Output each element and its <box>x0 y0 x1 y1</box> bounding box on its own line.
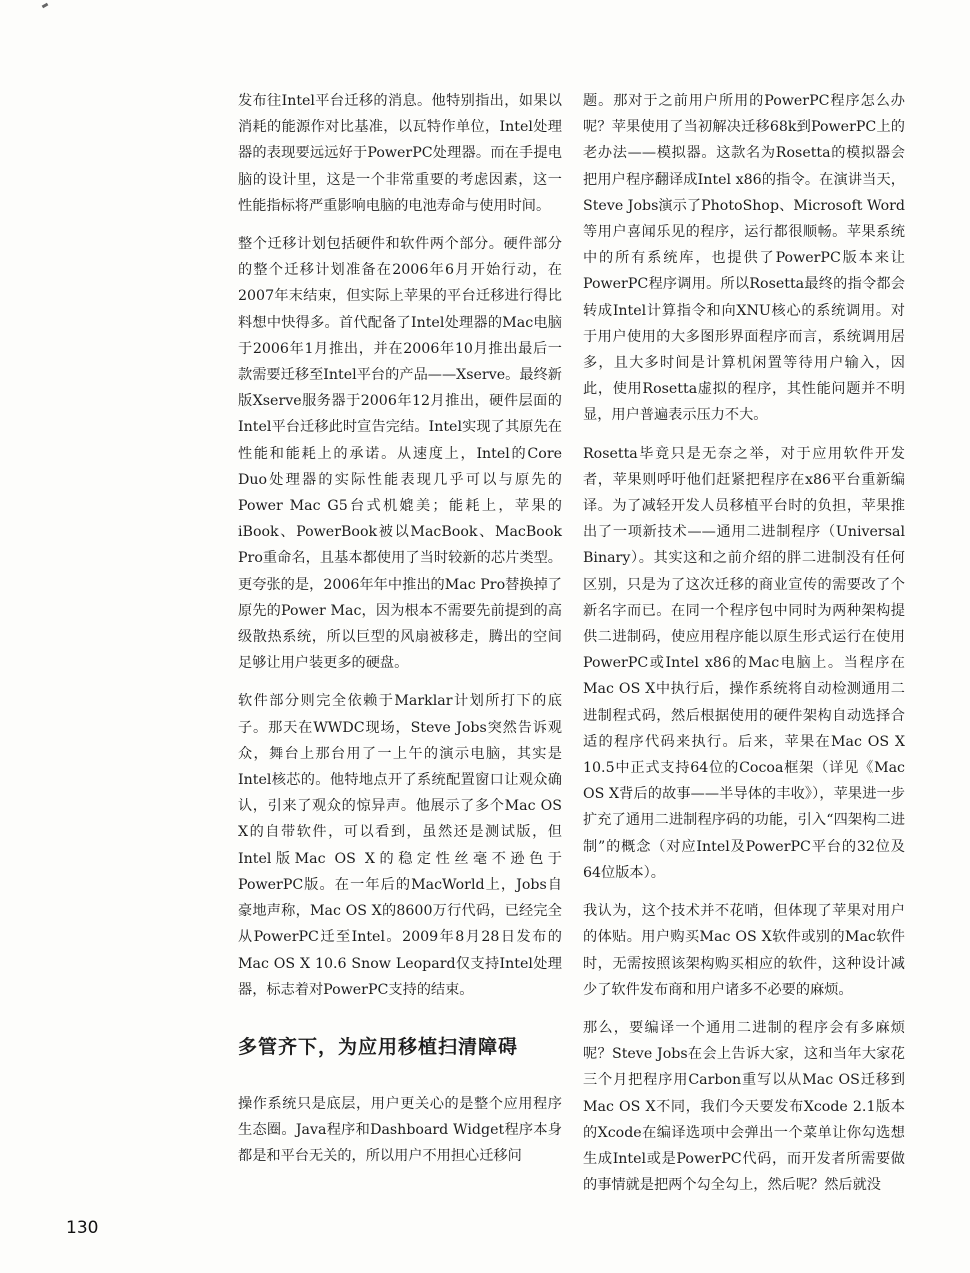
paragraph: 整个迁移计划包括硬件和软件两个部分。硬件部分的整个迁移计划准备在2006年6月开始行动，在2007年末结束，但实际上苹果的平台迁移进行得比料想中快得多。首代配备了Intel处理器的Mac电脑于2006年1月推出，并在2006年10月推出最后一款需要迁移至Intel平台的产品——Xserve。最终新版Xserve服务器于2006年12月推出，硬件层面的Intel平台迁移此时宣告完结。Intel实现了其原先在性能和能耗上的承诺。从速度上，Intel的Core Duo处理器的实际性能表现几乎可以与原先的Power Mac G5台式机媲美；能耗上，苹果的iBook、PowerBook被以MacBook、MacBook Pro重命名，且基本都使用了当时较新的芯片类型。更夸张的是，2006年年中推出的Mac Pro替换掉了原先的Power Mac，因为根本不需要先前提到的高级散热系统，所以巨型的风扇被移走，腾出的空间足够让用户装更多的硬盘。 <box>238 236 562 672</box>
paragraph: 软件部分则完全依赖于Marklar计划所打下的底子。那天在WWDC现场，Steve Jobs突然告诉观众，舞台上那台用了一上午的演示电脑，其实是Intel核芯的。他特地点开了系统配置窗口让观众确认，引来了观众的惊异声。他展示了多个Mac OS X的自带软件，可以看到，虽然还是测试版，但Intel版Mac OS X的稳定性丝毫不逊色于PowerPC版。在一年后的MacWorld上，Jobs自豪地声称，Mac OS X的8600万行代码，已经完全从PowerPC迁至Intel。2009年8月28日发布的Mac OS X 10.6 Snow Leopard仅支持Intel处理器，标志着对PowerPC支持的结束。 <box>238 693 562 998</box>
section-heading: 多管齐下，为应用移植扫清障碍 <box>238 1035 519 1058</box>
paragraph: 发布往Intel平台迁移的消息。他特别指出，如果以消耗的能源作对比基准，以瓦特作单位，Intel处理器的表现要远远好于PowerPC处理器。而在手提电脑的设计里，这是一个非常重要的考虑因素，这一性能指标将严重影响电脑的电池寿命与使用时间。 <box>238 93 562 214</box>
left-column <box>238 88 562 1182</box>
right-column <box>583 88 905 1210</box>
page-number: 130 <box>66 1218 99 1238</box>
paragraph: 我认为，这个技术并不花哨，但体现了苹果对用户的体贴。用户购买Mac OS X软件或别的Mac软件时，无需按照该架构购买相应的软件，这种设计减少了软件发布商和用户诸多不必要的麻烦。 <box>583 903 905 998</box>
paragraph: 操作系统只是底层，用户更关心的是整个应用程序生态圈。Java程序和Dashboard Widget程序本身都是和平台无关的，所以用户不用担心迁移问 <box>238 1095 562 1165</box>
paragraph: 题。那对于之前用户所用的PowerPC程序怎么办呢？苹果使用了当初解决迁移68k到PowerPC上的老办法——模拟器。这款名为Rosetta的模拟器会把用户程序翻译成Intel x86的指令。在演讲当天，Steve Jobs演示了PhotoShop、Microsoft Word等用户喜闻乐见的程序，运行都很顺畅。苹果系统中的所有系统库，也提供了PowerPC版本来让PowerPC程序调用。所以Rosetta最终的指令都会转成Intel计算指令和向XNU核心的系统调用。对于用户使用的大多图形界面程序而言，系统调用居多，且大多时间是计算机闲置等待用户输入，因此，使用Rosetta虚拟的程序，其性能问题并不明显，用户普遍表示压力不大。 <box>583 93 905 424</box>
scan-mark <box>42 3 49 9</box>
paragraph: Rosetta毕竟只是无奈之举，对于应用软件开发者，苹果则呼吁他们赶紧把程序在x86平台重新编译。为了减轻开发人员移植平台时的负担，苹果推出了一项新技术——通用二进制程序（Universal Binary）。其实这和之前介绍的胖二进制没有任何区别，只是为了这次迁移的商业宣传的需要改了个新名字而已。在同一个程序包中同时为两种架构提供二进制码，使应用程序能以原生形式运行在使用PowerPC或Intel x86的Mac电脑上。当程序在Mac OS X中执行后，操作系统将自动检测通用二进制程式码，然后根据使用的硬件架构自动选择合适的程序代码来执行。后来，苹果在Mac OS X 10.5中正式支持64位的Cocoa框架（详见《Mac OS X背后的故事——半导体的丰收》），苹果进一步扩充了通用二进制程序码的功能，引入“四架构二进制”的概念（对应Intel及PowerPC平台的32位及64位版本）。 <box>583 445 905 881</box>
paragraph: 那么，要编译一个通用二进制的程序会有多麻烦呢？Steve Jobs在会上告诉大家，这和当年大家花三个月把程序用Carbon重写以从Mac OS迁移到Mac OS X不同，我们今天要发布Xcode 2.1版本的Xcode在编译选项中会弹出一个菜单让你勾选想生成Intel或是PowerPC代码，而开发者所需要做的事情就是把两个勾全勾上，然后呢？然后就没 <box>583 1019 905 1194</box>
